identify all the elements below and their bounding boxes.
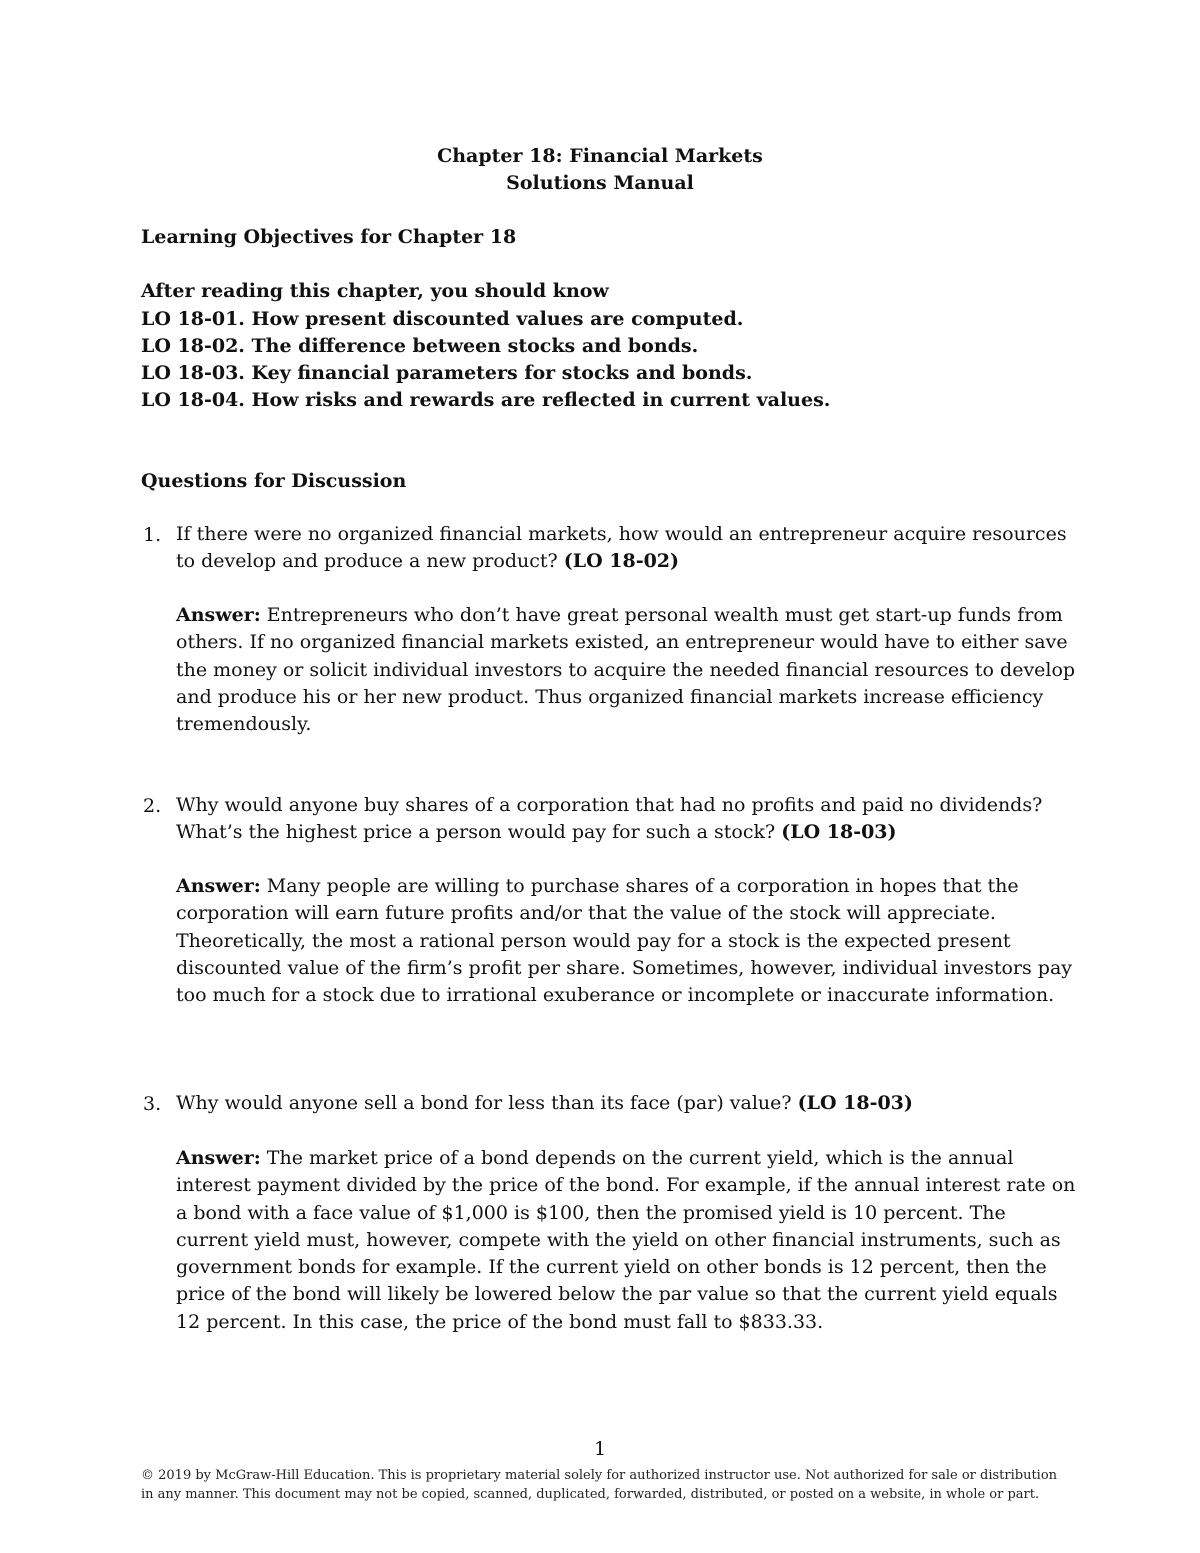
objective-item: LO 18-03. Key financial parameters for stocks and bonds.	[141, 362, 753, 384]
question-number: 1.	[143, 524, 162, 546]
question-body: If there were no organized financial markets, how would an entrepreneur acquire resources to develop and produce a new product?	[176, 523, 1067, 572]
answer-block	[176, 1145, 1076, 1336]
question-body: Why would anyone buy shares of a corporation that had no profits and paid no dividends? What’s the highest price a person would pay for such a stock?	[176, 794, 1043, 843]
answer-block	[176, 602, 1076, 738]
discussion-heading: Questions for Discussion	[141, 470, 407, 492]
question-text	[176, 1090, 1076, 1117]
answer-text: Entrepreneurs who don’t have great personal wealth must get start-up funds from others. If no organized financial markets existed, an entrepreneur would have to either save the money or solicit individual investors to acquire the needed financial resources to develop and produce his or her new product. Thus organized financial markets increase efficiency tremendously.	[176, 604, 1076, 736]
learning-objective-ref: (LO 18-03)	[797, 1092, 913, 1114]
objective-item: LO 18-02. The difference between stocks and bonds.	[141, 335, 699, 357]
learning-objective-ref: (LO 18-02)	[563, 550, 680, 572]
answer-text: Many people are willing to purchase shares of a corporation in hopes that the corporation will earn future profits and/or that the value of the stock will appreciate. Theoretically, the most a rational person would pay for a stock is the expected present discounted value of the firm’s profit per share. Sometimes, however, individual investors pay too much for a stock due to irrational exuberance or incomplete or inaccurate information.	[176, 875, 1073, 1007]
question-number: 2.	[143, 795, 162, 817]
learning-objective-ref: (LO 18-03)	[781, 821, 897, 843]
objective-item: LO 18-01. How present discounted values are computed.	[141, 308, 744, 330]
page-number: 1	[593, 1438, 607, 1460]
objectives-heading: Learning Objectives for Chapter 18	[141, 226, 517, 248]
chapter-title: Chapter 18: Financial Markets	[437, 145, 763, 167]
question-text	[176, 521, 1076, 575]
answer-label: Answer:	[176, 875, 261, 897]
objectives-intro: After reading this chapter, you should know	[141, 280, 609, 302]
answer-text: The market price of a bond depends on the current yield, which is the annual interest payment divided by the price of the bond. For example, if the annual interest rate on a bond with a face value of $1,000 is $100, then the promised yield is 10 percent. The current yield must, however, compete with the yield on other financial instruments, such as government bonds for example. If the current yield on other bonds is 12 percent, then the price of the bond will likely be lowered below the par value so that the current yield equals 12 percent. In this case, the price of the bond must fall to $833.33.	[176, 1147, 1076, 1333]
answer-label: Answer:	[176, 1147, 261, 1169]
question-number: 3.	[143, 1093, 162, 1115]
answer-block	[176, 873, 1076, 1009]
question-body: Why would anyone sell a bond for less than its face (par) value?	[176, 1092, 792, 1114]
document-subtitle: Solutions Manual	[506, 172, 694, 194]
question-text	[176, 792, 1076, 846]
answer-label: Answer:	[176, 604, 261, 626]
objective-item: LO 18-04. How risks and rewards are reflected in current values.	[141, 389, 831, 411]
copyright-footer: © 2019 by McGraw-Hill Education. This is proprietary material solely for authorized instructor use. Not authorized for sale or distribution in any manner. This document may not be copied, scanned, duplicated, forwarded, distributed, or posted on a website, in whole or part.	[141, 1468, 1058, 1502]
